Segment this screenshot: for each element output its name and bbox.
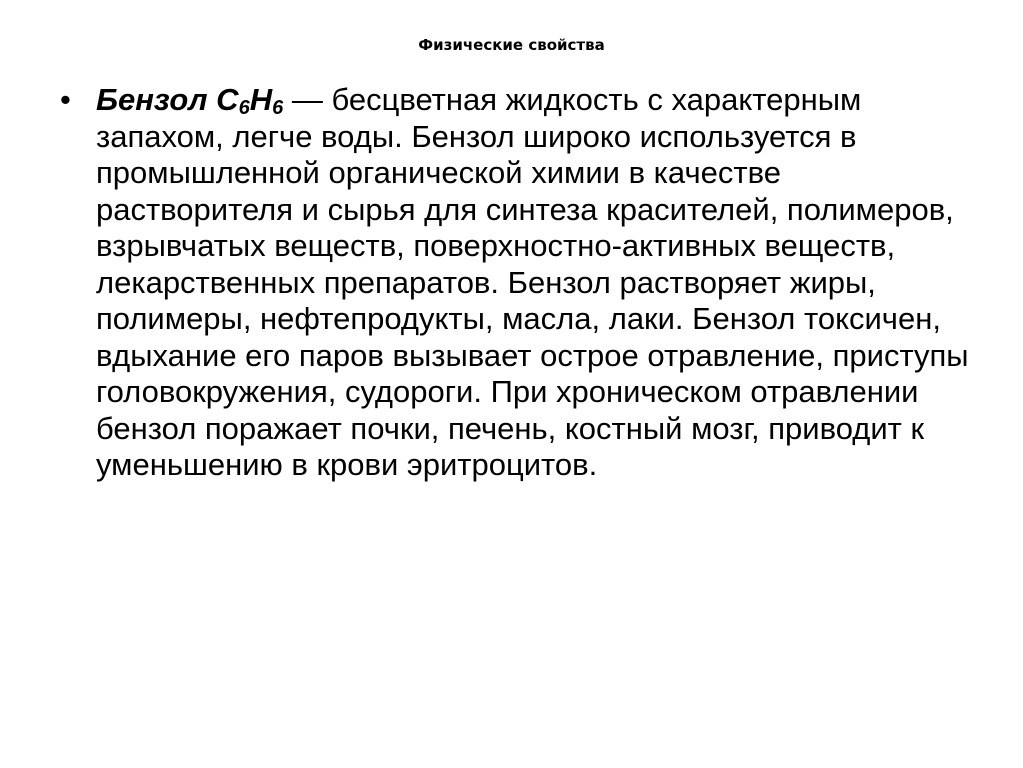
bullet-item (60, 82, 975, 484)
formula-h-subscript: 6 (272, 97, 284, 119)
bullet-dot-icon: • (60, 82, 71, 117)
bullet-text: — бесцветная жидкость с характерным запахом, легче воды. Бензол широко используется в промышленной органической химии в качестве растворителя и сырья для синтеза красителей, полимеров, взрывчатых веществ, поверхностно-активных веществ, лекарственных препаратов. Бензол растворяет жиры, полимеры, нефтепродукты, масла, лаки. Бензол токсичен, вдыхание его паров вызывает острое отравление, приступы головокружения, судороги. При хроническом отравлении бензол поражает почки, печень, костный мозг, приводит к уменьшению в крови эритроцитов. (96, 82, 969, 482)
formula-c: C (216, 82, 239, 117)
formula-c-subscript: 6 (238, 97, 250, 119)
formula-h: H (249, 82, 273, 117)
term-benzene (96, 82, 283, 117)
term-name: Бензол (96, 82, 208, 117)
slide-title: Физические свойства (418, 36, 605, 54)
bullet-list (60, 82, 975, 484)
